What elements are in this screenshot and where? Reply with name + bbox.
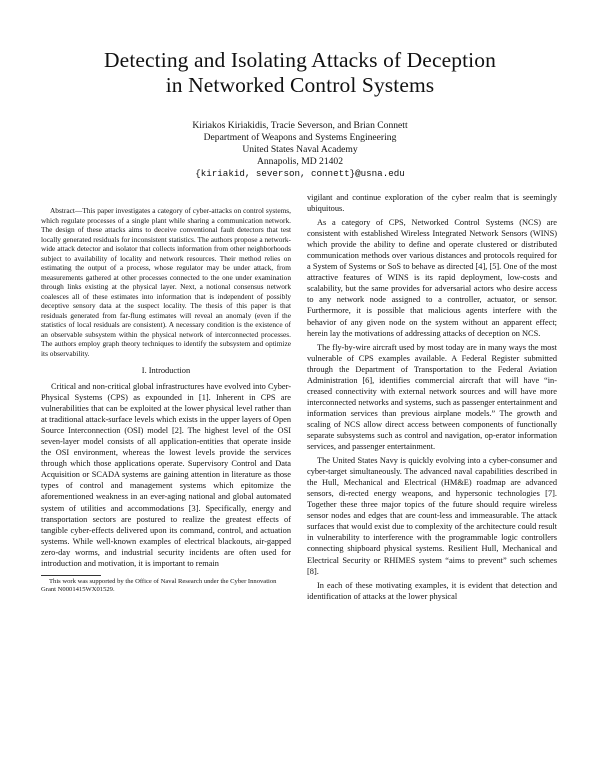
right-paragraph-4: In each of these motivating examples, it is evident that detection and identification of attacks at the lower physical	[307, 580, 557, 601]
funding-footnote: This work was supported by the Office of Naval Research under the Cyber Innovation Grant N0001415WX01529.	[41, 577, 277, 594]
author-names: Kiriakos Kiriakidis, Tracie Severson, and Brian Connett	[192, 120, 408, 131]
left-column	[41, 206, 291, 595]
author-institution: United States Naval Academy	[242, 144, 358, 155]
right-paragraph-3: The United States Navy is quickly evolving into a cyber-consumer and cyber-target simultaneously. The advanced naval capabilities described in the Hull, Mechanical and Electrical (HM&E) roadmap are advanced sensors, di-rected energy weapons, and hypersonic technologies [7]. Together these three major topics of the future should require wireless sensor nodes and edges that are count-less and immeasurable. The attack surfaces that would exist due to complexity of the architecture could result in vulnerability to interference with the programmable logic controllers connecting shipboard physical systems. Resilient Hull, Mechanical and Electrical Security or RHIMES system “aims to prevent” such schemes [8].	[307, 456, 557, 576]
right-paragraph-2: The fly-by-wire aircraft used by most today are in many ways the most vulnerable of CPS examples available. A Federal Register submitted through the Department of Transportation to the Federal Aviation Administration [6], identifies commercial aircraft that will have “in-creased connectivity with external network sources and will have more interconnected networks and systems, such as passenger entertainment and information services than previous airplane models.” The growth and scaling of NCS allow direct access between components of functionally separate subsystems such as control and navigation, op-erator information services, and passenger entertainment.	[307, 342, 558, 452]
author-block	[0, 120, 600, 180]
author-department: Department of Weapons and Systems Engineering	[203, 132, 397, 143]
right-paragraph-0: vigilant and continue exploration of the cyber realm that is seemingly ubiquitous.	[307, 193, 557, 214]
title-line-2: in Networked Control Systems	[165, 73, 435, 97]
author-emails: {kiriakid, severson, connett}@usna.edu	[195, 168, 405, 179]
section-heading-introduction: I. Introduction	[141, 366, 191, 375]
paper-title	[0, 48, 600, 98]
title-line-1: Detecting and Isolating Attacks of Deception	[104, 48, 496, 72]
footnote-rule	[41, 575, 101, 576]
abstract: Abstract—This paper investigates a category of cyber-attacks on control systems, which regulate processes of a single plant while sharing a communication network. The design of these attacks aims to deceive conventional fault detectors that test locally generated residuals for inconsistent statistics. The authors propose a network-wide attack detector and isolator that collects information from other neighborhoods subject to availability of locality and network resources. Their method relies on estimating the output of a process, whose regulator may be under attack, from measurements gathered at other processes connected to the one under examination through links existing at the physical layer. Next, a notional consensus network coalesces all of these estimates into information that is independent of possibly deceptive sensory data at the suspect locality. The thesis of this paper is that residuals generated from far-flung estimates will reveal an anomaly (even if the statistics of local residuals are consistent). A necessary condition is the existence of an observable subsystem within the physical network of interconnected processes. The authors employ graph theory techniques to identify the subsystem and optimize its observability.	[41, 206, 291, 358]
right-paragraph-1: As a category of CPS, Networked Control Systems (NCS) are consistent with established Wireless Integrated Network Sensors (WINS) which provide the ability to define and operate clustered or distributed communication methods over various distances and protocols required for a System of Systems or SoS to behave as directed [4], [5]. One of the most attractive features of WINS is its rapid deployment, low-costs and scalability, but the same provides for adversarial actors who desire access to any network node assigned to a controller, actuator, or sensor. Furthermore, it is possible that malicious agents interfere with the behavior of any given node on the system without an apparent effect; herein lay the motivations of addressing attacks of deception on NCS.	[307, 218, 557, 338]
author-address: Annapolis, MD 21402	[256, 156, 344, 167]
intro-paragraph-1: Critical and non-critical global infrastructures have evolved into Cyber-Physical Systems (CPS) as expounded in [1]. Inherent in CPS are vulnerabilities that can be exploited at the lower physical level rather than at traditional attack-surface levels which exists in the upper layers of Open Source Interconnection (OSI) model [2]. The highest level of the OSI seven-layer model consists of all application-entities that operate inside the OSI environment, whereas the lowest levels provide the services through which those applications operate. Supervisory Control and Data Acquisition or SCADA systems are gaining attention in literature as those types of control and management systems which epitomize the aforementioned weakness in an ever-aging national and global automated system of utilities and accommodations [3]. Specifically, energy and transportation sectors are postured to realize the greatest effects of tangible cyber-effects delivered upon its command, control, and actuation systems. While well-known examples of electrical blackouts, air-gapped zero-day worms, and industrial security incidents are often used for introduction and motivation, it is important to remain	[41, 382, 291, 568]
right-column	[307, 192, 557, 605]
